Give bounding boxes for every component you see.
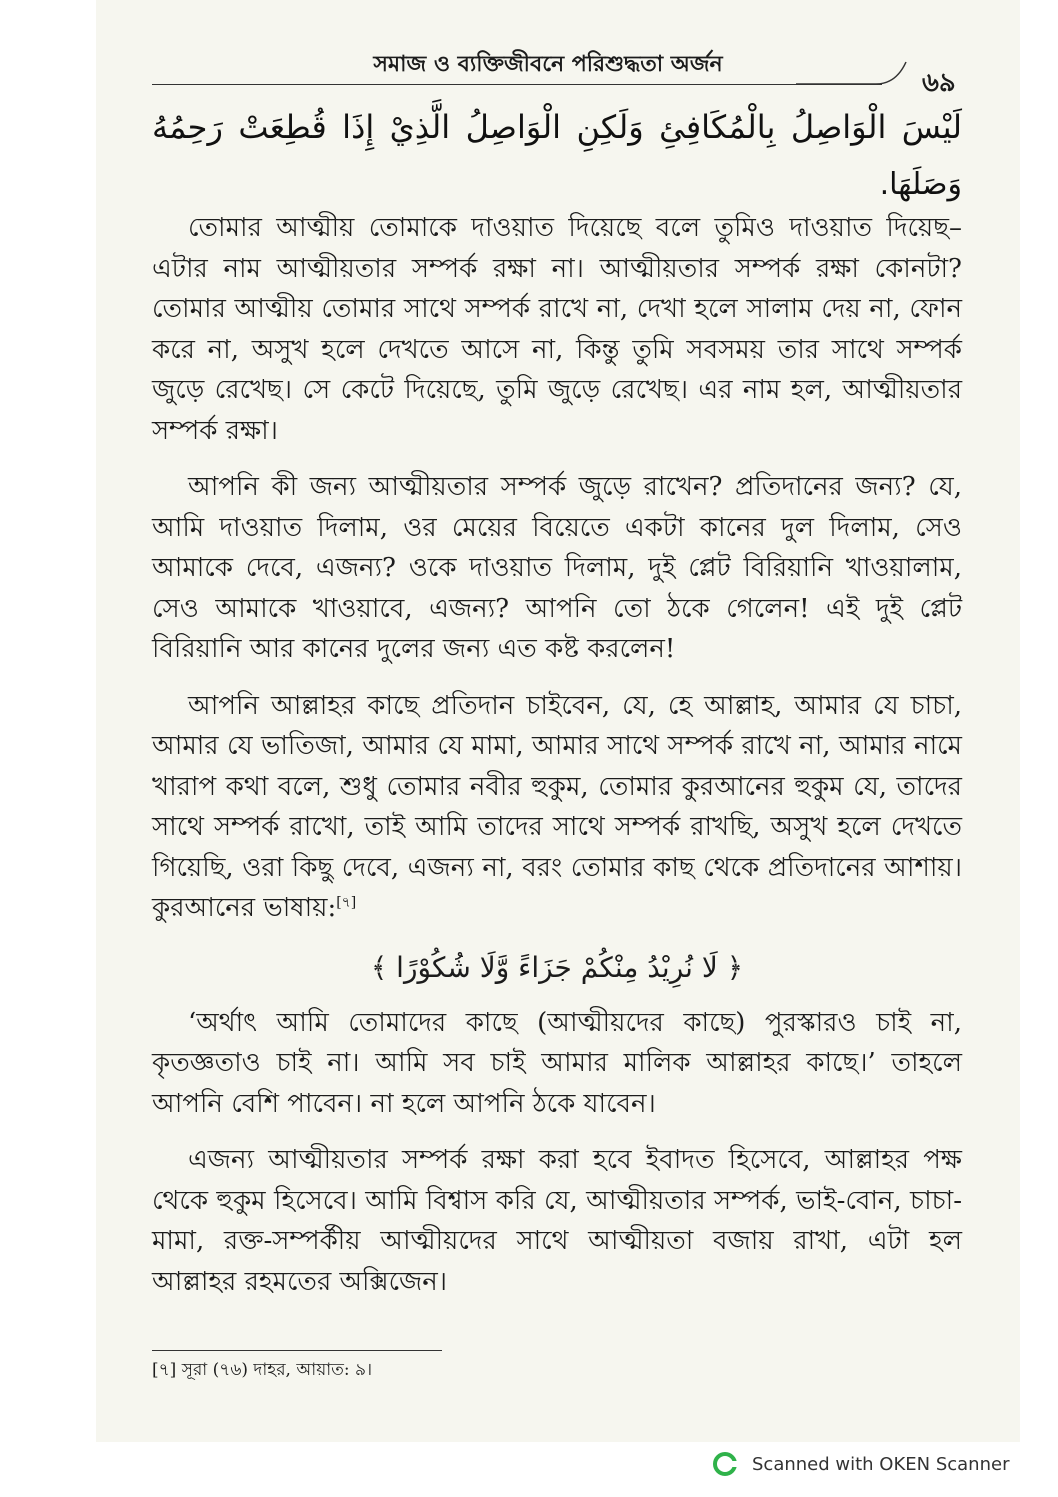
running-header: [96, 44, 1020, 98]
footnote-reference[interactable]: [৭]: [336, 894, 357, 911]
chapter-title: সমাজ ও ব্যক্তিজীবনে পরিশুদ্ধতা অর্জন: [373, 51, 723, 77]
paragraph-4: ‘অর্থাৎ আমি তোমাদের কাছে (আত্মীয়দের কাছে) পুরস্কারও চাই না, কৃতজ্ঞতাও চাই না। আমি সব চাই আমার মালিক আল্লাহর কাছে।’ তাহলে আপনি বেশি পাবেন। না হলে আপনি ঠকে যাবেন।: [152, 1007, 962, 1119]
paragraph-1: তোমার আত্মীয় তোমাকে দাওয়াত দিয়েছে বলে তুমিও দাওয়াত দিয়েছ– এটার নাম আত্মীয়তার সম্পর্ক রক্ষা না। আত্মীয়তার সম্পর্ক রক্ষা কোনটা? তোমার আত্মীয় তোমার সাথে সম্পর্ক রাখে না, দেখা হলে সালাম দেয় না, ফোন করে না, অসুখ হলে দেখতে আসে না, কিন্তু তুমি সবসময় তার সাথে সম্পর্ক জুড়ে রেখেছ। সে কেটে দিয়েছে, তুমি জুড়ে রেখেছ। এর নাম হল, আত্মীয়তার সম্পর্ক রক্ষা।: [152, 213, 962, 446]
quran-verse-arabic: ﴿ لَا نُرِيْدُ مِنْكُمْ جَزَاءً وَّلَا شُكُوْرًا ﴾: [370, 950, 744, 984]
paragraph-2: আপনি কী জন্য আত্মীয়তার সম্পর্ক জুড়ে রাখেন? প্রতিদানের জন্য? যে, আমি দাওয়াত দিলাম, ওর মেয়ের বিয়েতে একটা কানের দুল দিলাম, সেও আমাকে দেবে, এজন্য? ওকে দাওয়াত দিলাম, দুই প্লেট বিরিয়ানি খাওয়ালাম, সেও আমাকে খাওয়াবে, এজন্য? আপনি তো ঠকে গেলেন! এই দুই প্লেট বিরিয়ানি আর কানের দুলের জন্য এত কষ্ট করলেন!: [152, 472, 962, 664]
page-number: ৬৯: [922, 68, 956, 98]
watermark-text: Scanned with OKEN Scanner: [752, 1453, 1010, 1475]
body-text: [152, 208, 962, 1318]
hadith-arabic-line-2: وَصَلَهَا.: [879, 167, 962, 202]
header-ornament-curve: [796, 54, 916, 94]
paragraph-3: [152, 686, 962, 929]
paragraph-5: এজন্য আত্মীয়তার সম্পর্ক রক্ষা করা হবে ইবাদত হিসেবে, আল্লাহর পক্ষ থেকে হুকুম হিসেবে। আমি বিশ্বাস করি যে, আত্মীয়তার সম্পর্ক, ভাই-বোন, চাচা-মামা, রক্ত-সম্পর্কীয় আত্মীয়দের সাথে আত্মীয়তা বজায় রাখা, এটা হল আল্লাহর রহমতের অক্সিজেন।: [152, 1145, 962, 1297]
paragraph-3-text: আপনি আল্লাহর কাছে প্রতিদান চাইবেন, যে, হে আল্লাহ, আমার যে চাচা, আমার যে ভাতিজা, আমার যে মামা, আমার সাথে সম্পর্ক রাখে না, আমার নামে খারাপ কথা বলে, শুধু তোমার নবীর হুকুম, তোমার কুরআনের হুকুম যে, তাদের সাথে সম্পর্ক রাখো, তাই আমি তাদের সাথে সম্পর্ক রাখছি, অসুখ হলে দেখতে গিয়েছি, ওরা কিছু দেবে, এজন্য না, বরং তোমার কাছ থেকে প্রতিদানের আশায়। কুরআনের ভাষায়:: [152, 690, 962, 923]
hadith-arabic-line-1: لَيْسَ الْوَاصِلُ بِالْمُكَافِئِ وَلَكِنِ الْوَاصِلُ الَّذِيْ إِذَا قُطِعَتْ رَحِمُهُ: [152, 108, 962, 146]
footnote-text: [৭] সূরা (৭৬) দাহর, আয়াত: ৯।: [152, 1360, 373, 1380]
header-rule: [152, 84, 882, 85]
footnote-divider: [152, 1350, 442, 1351]
oken-scanner-logo-icon: [712, 1451, 738, 1477]
book-page: [96, 0, 1020, 1442]
scanner-watermark: [712, 1448, 1009, 1480]
